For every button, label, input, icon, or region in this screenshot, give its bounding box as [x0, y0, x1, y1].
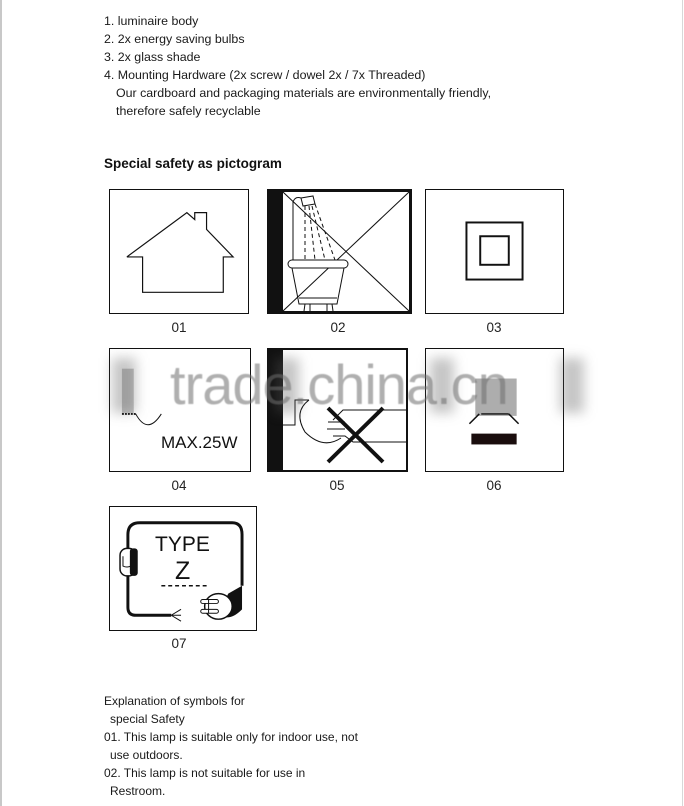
pictogram-label: 06 [486, 478, 502, 493]
list-item: 1. luminaire body [104, 14, 199, 28]
pictogram-04 [109, 348, 251, 472]
pictogram-02 [267, 189, 412, 314]
pictogram-05 [267, 348, 408, 472]
pictogram-07 [109, 506, 257, 631]
type-label: TYPE [155, 533, 210, 556]
explanation-item: 02. This lamp is not suitable for use in [104, 766, 306, 780]
list-item: 4. Mounting Hardware (2x screw / dowel 2x / 7x Threaded) [104, 68, 426, 82]
watermark-text: trade.china.cn [170, 353, 508, 416]
pictogram-03 [425, 189, 564, 314]
no-bathroom-shower-icon [283, 192, 409, 311]
packaging-note: Our cardboard and packaging materials are environmentally friendly, [116, 86, 492, 100]
explanation-item: 01. This lamp is suitable only for indoor use, not [104, 730, 358, 744]
type-z-letter: Z [175, 557, 191, 585]
pictogram-label: 05 [329, 478, 345, 493]
page-edge-right [682, 0, 683, 806]
pictogram-label: 03 [486, 320, 502, 335]
symbol-explanation [104, 692, 358, 800]
double-insulation-class-ii-icon [426, 190, 563, 313]
no-touch-hand-icon [283, 350, 406, 470]
list-item: 2. 2x energy saving bulbs [104, 32, 245, 46]
list-item: 3. 2x glass shade [104, 50, 201, 64]
explanation-title: Explanation of symbols for [104, 694, 245, 708]
explanation-title: special Safety [110, 712, 185, 726]
section-heading: Special safety as pictogram [104, 156, 282, 171]
explanation-item: use outdoors. [110, 748, 183, 762]
packaging-note: therefore safely recyclable [116, 104, 261, 118]
pictogram-label: 02 [330, 320, 346, 335]
page-edge-left [0, 0, 2, 806]
pictogram-label: 01 [171, 320, 187, 335]
pictogram-label: 04 [171, 478, 187, 493]
house-indoor-icon [110, 190, 248, 313]
explanation-item: Restroom. [110, 784, 166, 798]
pictogram-label: 07 [171, 636, 187, 651]
max-wattage-text: MAX.25W [161, 433, 238, 452]
package-contents-list [104, 12, 491, 120]
pictogram-06 [425, 348, 564, 472]
pictogram-01 [109, 189, 249, 314]
lamp-distance-icon [426, 349, 563, 471]
